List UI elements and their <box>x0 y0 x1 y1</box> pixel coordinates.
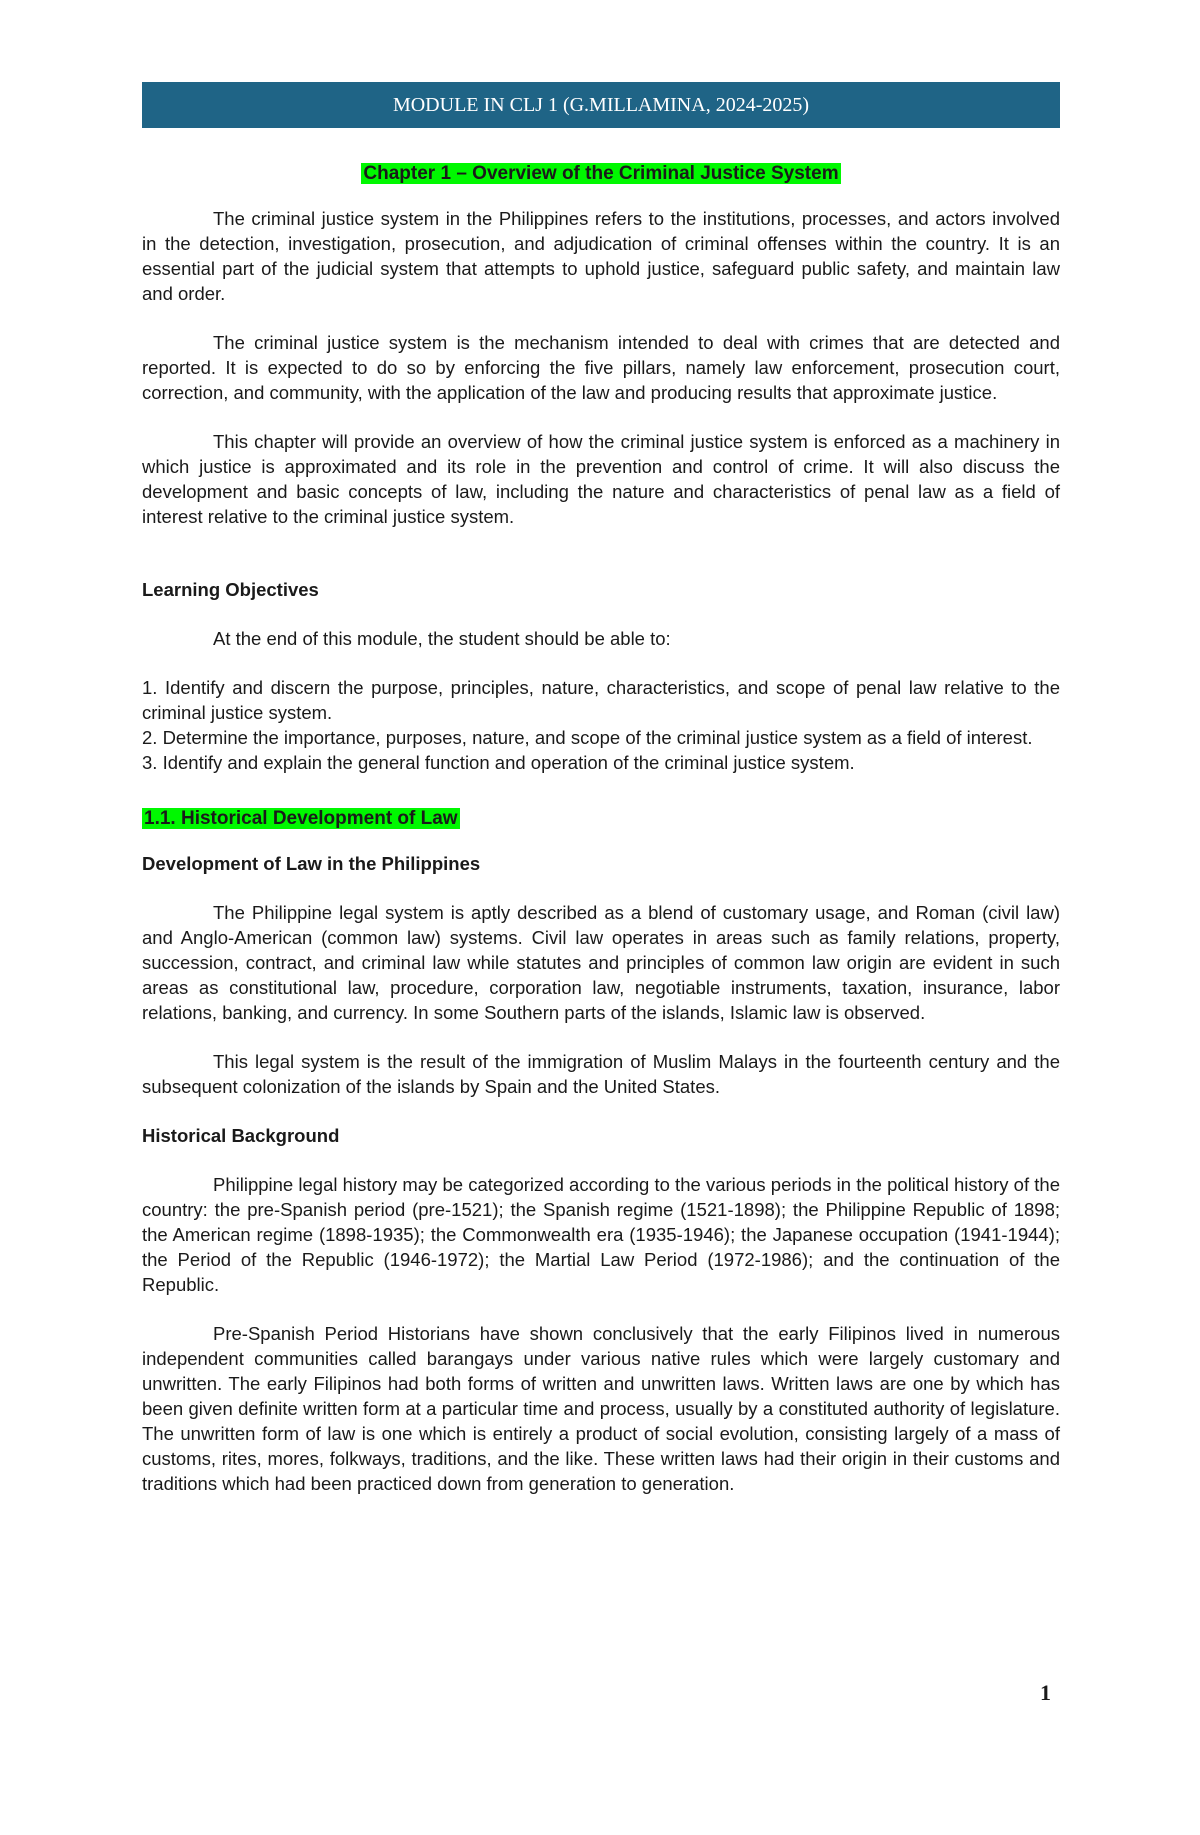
development-paragraph-1: The Philippine legal system is aptly described as a blend of customary usage, and Roman (civil law) and Anglo-American (common law) systems. Civil law operates in areas such as family relations, property, succession, contract, and criminal law while statutes and principles of common law origin are evident in such areas as constitutional law, procedure, corporation law, negotiable instruments, taxation, insurance, labor relations, banking, and currency. In some Southern parts of the islands, Islamic law is observed. <box>142 902 1060 1023</box>
background-paragraph-2: Pre-Spanish Period Historians have shown conclusively that the early Filipinos lived in numerous independent communities called barangays under various native rules which were largely customary and unwritten. The early Filipinos had both forms of written and unwritten laws. Written laws are one by which has been given definite written form at a particular time and process, usually by a constituted authority of legislature. The unwritten form of law is one which is entirely a product of social evolution, consisting largely of a mass of customs, rites, mores, folkways, traditions, and the like. These written laws had their origin in their customs and traditions which had been practiced down from generation to generation. <box>142 1323 1060 1494</box>
intro-paragraph-2: The criminal justice system is the mechanism intended to deal with crimes that are detected and reported. It is expected to do so by enforcing the five pillars, namely law enforcement, prosecution court, correction, and community, with the application of the law and producing results that approximate justice. <box>142 332 1060 403</box>
module-header-title: MODULE IN CLJ 1 (G.MILLAMINA, 2024-2025) <box>392 93 810 116</box>
page-content <box>142 146 1060 1520</box>
development-paragraph-2: This legal system is the result of the immigration of Muslim Malays in the fourteenth century and the subsequent colonization of the islands by Spain and the United States. <box>142 1051 1060 1097</box>
intro-paragraph-1: The criminal justice system in the Philippines refers to the institutions, processes, and actors involved in the detection, investigation, prosecution, and adjudication of criminal offenses within the country. It is an essential part of the judicial system that attempts to uphold justice, safeguard public safety, and maintain law and order. <box>142 208 1060 304</box>
objective-item-2: 2. Determine the importance, purposes, nature, and scope of the criminal justice system as a field of interest. <box>142 727 1033 748</box>
objective-item-1: 1. Identify and discern the purpose, principles, nature, characteristics, and scope of penal law relative to the criminal justice system. <box>142 677 1060 723</box>
chapter-title-text: Chapter 1 – Overview of the Criminal Justice System <box>363 163 839 184</box>
page-number: 1 <box>1040 1680 1051 1705</box>
section-title-text: 1.1. Historical Development of Law <box>144 808 458 829</box>
section-title <box>142 805 1060 833</box>
objectives-lead: At the end of this module, the student should be able to: <box>213 628 671 649</box>
intro-paragraph-3: This chapter will provide an overview of how the criminal justice system is enforced as a machinery in which justice is approximated and its role in the prevention and control of crime. It will also discuss the development and basic concepts of law, including the nature and characteristics of penal law as a field of interest relative to the criminal justice system. <box>142 431 1060 527</box>
chapter-title <box>142 160 1060 188</box>
objective-item-3: 3. Identify and explain the general function and operation of the criminal justice system. <box>142 752 855 773</box>
subsection-heading-background: Historical Background <box>142 1125 340 1146</box>
subsection-heading-development: Development of Law in the Philippines <box>142 853 481 874</box>
module-header <box>142 82 1060 128</box>
objectives-heading: Learning Objectives <box>142 579 319 600</box>
background-paragraph-1: Philippine legal history may be categorized according to the various periods in the political history of the country: the pre-Spanish period (pre-1521); the Spanish regime (1521-1898); the Philippine Republic of 1898; the American regime (1898-1935); the Commonwealth era (1935-1946); the Japanese occupation (1941-1944); the Period of the Republic (1946-1972); the Martial Law Period (1972-1986); and the continuation of the Republic. <box>142 1174 1060 1295</box>
